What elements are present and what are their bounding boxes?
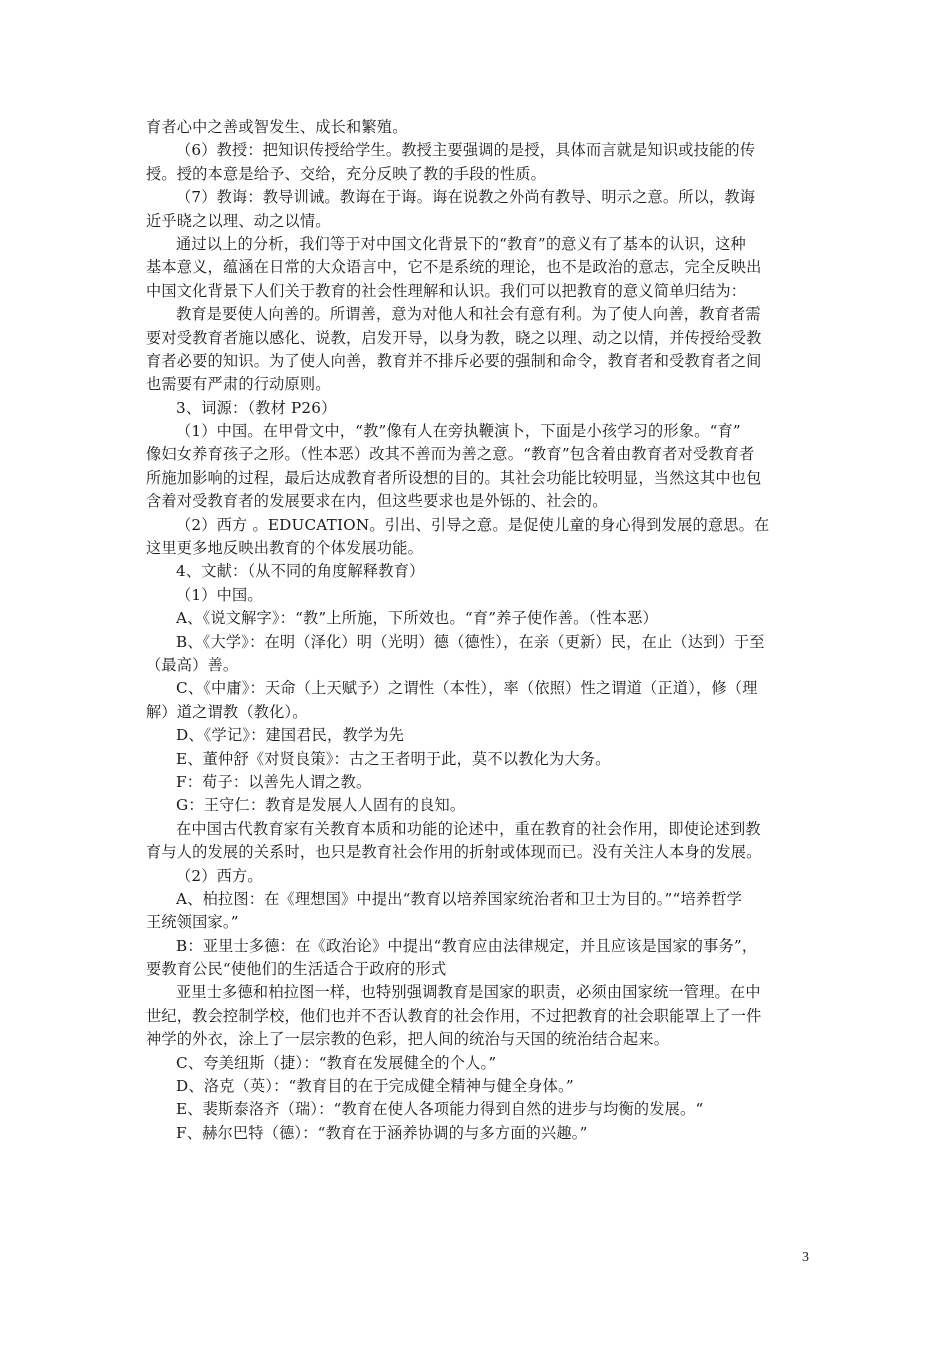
text-line: 4、文献：（从不同的角度解释教育） bbox=[176, 562, 425, 581]
text-line: A、柏拉图：在《理想国》中提出“教育以培养国家统治者和卫士为目的。”“培养哲学 bbox=[176, 889, 743, 908]
text-line: 授。授的本意是给予、交给，充分反映了教的手段的性质。 bbox=[146, 164, 547, 183]
text-line: 近乎晓之以理、动之以情。 bbox=[146, 211, 331, 230]
text-line: 要对受教育者施以感化、说教，启发开导，以身为教，晓之以理、动之以情，并传授给受教 bbox=[146, 328, 762, 347]
text-line: 含着对受教育者的发展要求在内，但这些要求也是外铄的、社会的。 bbox=[146, 492, 608, 511]
text-line: （2）西方。 bbox=[176, 866, 263, 885]
text-line: G：王守仁：教育是发展人人固有的良知。 bbox=[176, 796, 466, 815]
text-line: 这里更多地反映出教育的个体发展功能。 bbox=[146, 539, 423, 558]
text-line: 教育是要使人向善的。所谓善，意为对他人和社会有意有利。为了使人向善，教育者需 bbox=[176, 305, 761, 324]
text-line: 世纪，教会控制学校，他们也并不否认教育的社会作用，不过把教育的社会职能罩上了一件 bbox=[146, 1006, 762, 1025]
text-line: 神学的外衣，涂上了一层宗教的色彩，把人间的统治与天国的统治结合起来。 bbox=[146, 1030, 670, 1049]
text-line: 3、词源：（教材 P26） bbox=[176, 398, 337, 417]
text-line: 解）道之谓教（教化）。 bbox=[146, 702, 308, 721]
text-line: F：荀子：以善先人谓之教。 bbox=[176, 772, 372, 791]
text-line: 要教育公民“使他们的生活适合于政府的形式 bbox=[146, 960, 447, 979]
text-line: （7）教诲：教导训诫。教诲在于诲。诲在说教之外尚有教导、明示之意。所以，教诲 bbox=[176, 188, 756, 207]
text-line: （6）教授：把知识传授给学生。教授主要强调的是授，具体而言就是知识或技能的传 bbox=[176, 141, 756, 160]
text-line: F、赫尔巴特（德）：“教育在于涵养协调的与多方面的兴趣。” bbox=[176, 1123, 588, 1142]
text-line: 王统领国家。” bbox=[146, 913, 239, 932]
text-line: B：亚里士多德：在《政治论》中提出“教育应由法律规定，并且应该是国家的事务”， bbox=[176, 936, 758, 955]
text-line: 中国文化背景下人们关于教育的社会性理解和认识。我们可以把教育的意义简单归结为： bbox=[146, 281, 747, 300]
text-line: D、洛克（英）：“教育目的在于完成健全精神与健全身体。” bbox=[176, 1077, 574, 1096]
text-line: 像妇女养育孩子之形。（性本恶）改其不善而为善之意。“教育”包含着由教育者对受教育者 bbox=[146, 445, 755, 464]
text-line: 育与人的发展的关系时，也只是教育社会作用的折射或体现而已。没有关注人本身的发展。 bbox=[146, 843, 762, 862]
text-line: D、《学记》：建国君民，教学为先 bbox=[176, 726, 404, 745]
text-line: （最高）善。 bbox=[146, 655, 239, 674]
text-line: 在中国古代教育家有关教育本质和功能的论述中，重在教育的社会作用，即使论述到教 bbox=[176, 819, 761, 838]
text-line: 通过以上的分析，我们等于对中国文化背景下的“教育”的意义有了基本的认识，这种 bbox=[176, 234, 746, 253]
text-line: 育者心中之善或智发生、成长和繁殖。 bbox=[146, 118, 408, 136]
text-line: 亚里士多德和柏拉图一样，也特别强调教育是国家的职责，必须由国家统一管理。在中 bbox=[176, 983, 761, 1002]
text-line: E、董仲舒《对贤良策》：古之王者明于此，莫不以教化为大务。 bbox=[176, 749, 611, 768]
text-line: E、裴斯泰洛齐（瑞）：“教育在使人各项能力得到自然的进步与均衡的发展。“ bbox=[176, 1100, 704, 1119]
document-body bbox=[146, 116, 810, 1145]
page-number: 3 bbox=[802, 1250, 809, 1265]
text-line: B、《大学》：在明（泽化）明（光明）德（德性），在亲（更新）民，在止（达到）于至 bbox=[176, 632, 765, 651]
text-line: （1）中国。在甲骨文中，“教”像有人在旁执鞭演卜，下面是小孩学习的形象。“育” bbox=[176, 422, 741, 441]
text-line: 基本意义，蕴涵在日常的大众语言中，它不是系统的理论，也不是政治的意志，完全反映出 bbox=[146, 258, 762, 277]
text-line: （2）西方 。EDUCATION。引出、引导之意。是促使儿童的身心得到发展的意思。在 bbox=[176, 515, 770, 534]
text-line: C、《中庸》：天命（上天赋予）之谓性（本性），率（依照）性之谓道（正道），修（理 bbox=[176, 679, 758, 698]
text-line: 育者必要的知识。为了使人向善，教育并不排斥必要的强制和命令，教育者和受教育者之间 bbox=[146, 351, 762, 370]
text-line: 也需要有严肃的行动原则。 bbox=[146, 375, 331, 394]
text-line: C、夸美纽斯（捷）：“教育在发展健全的个人。” bbox=[176, 1053, 497, 1072]
text-line: （1）中国。 bbox=[176, 585, 263, 604]
text-line: 所施加影响的过程，最后达成教育者所设想的目的。其社会功能比较明显，当然这其中也包 bbox=[146, 468, 762, 487]
text-line: A、《说文解字》：“教”上所施，下所效也。“育”养子使作善。（性本恶） bbox=[176, 609, 658, 628]
